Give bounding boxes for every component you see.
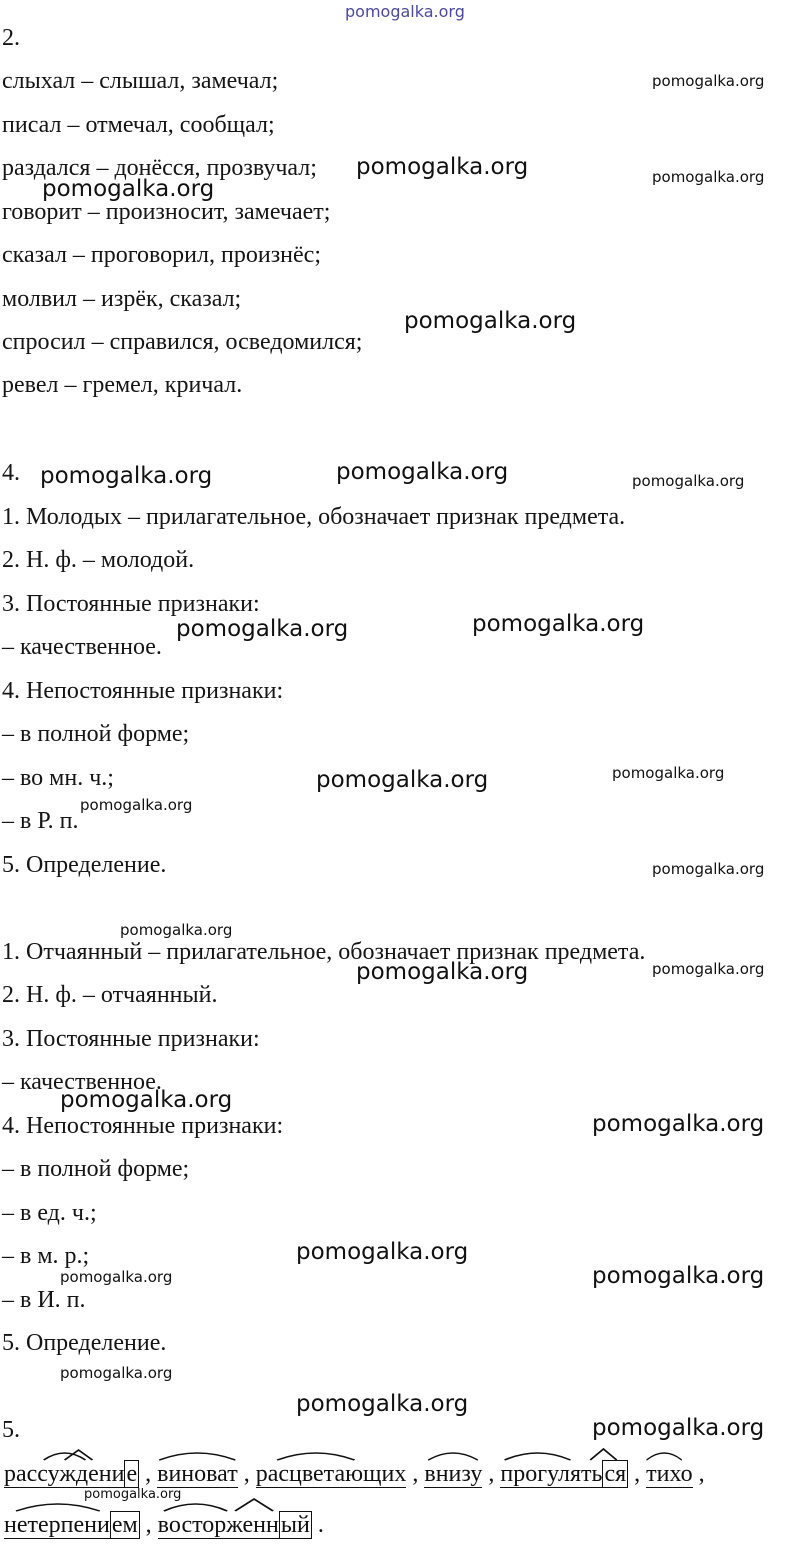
section-4-number: 4. bbox=[2, 460, 20, 486]
section-4-line: 4. Непостоянные признаки: bbox=[2, 678, 284, 704]
morpheme-row-2 bbox=[2, 1511, 328, 1539]
watermark: pomogalka.org bbox=[316, 767, 489, 793]
section-2-line: слыхал – слышал, замечал; bbox=[2, 68, 279, 94]
watermark: pomogalka.org bbox=[60, 1087, 233, 1113]
watermark: pomogalka.org bbox=[296, 1239, 469, 1265]
section-4-line: – в м. р.; bbox=[2, 1243, 90, 1269]
section-4-line: – качественное. bbox=[2, 634, 162, 660]
word-base: прогулять bbox=[500, 1461, 603, 1487]
watermark: pomogalka.org bbox=[42, 176, 215, 202]
watermark: pomogalka.org bbox=[592, 1111, 765, 1137]
morpheme-word bbox=[422, 1460, 484, 1488]
watermark: pomogalka.org bbox=[652, 860, 765, 878]
word-base: виноват bbox=[157, 1461, 238, 1487]
root-arc-icon bbox=[644, 1446, 694, 1460]
word-base: внизу bbox=[424, 1461, 483, 1487]
root-arc-icon bbox=[254, 1446, 409, 1460]
comma: , bbox=[145, 1461, 152, 1487]
section-4-line: 3. Постоянные признаки: bbox=[2, 1026, 260, 1052]
root-arc-icon bbox=[498, 1446, 630, 1460]
watermark: pomogalka.org bbox=[356, 959, 529, 985]
section-2-number: 2. bbox=[2, 25, 20, 51]
root-arc-icon bbox=[2, 1446, 141, 1460]
section-4-line: 2. Н. ф. – отчаянный. bbox=[2, 982, 218, 1008]
period: . bbox=[317, 1512, 324, 1538]
morpheme-word bbox=[254, 1460, 409, 1488]
watermark: pomogalka.org bbox=[80, 796, 193, 814]
section-4-line: – качественное. bbox=[2, 1069, 162, 1095]
comma: , bbox=[145, 1512, 152, 1538]
word-ending: е bbox=[126, 1461, 138, 1487]
section-4-line: – в полной форме; bbox=[2, 1156, 190, 1182]
section-4-line: – во мн. ч.; bbox=[2, 765, 114, 791]
watermark: pomogalka.org bbox=[84, 1487, 182, 1502]
section-4-line: 5. Определение. bbox=[2, 852, 167, 878]
watermark: pomogalka.org bbox=[60, 1268, 173, 1286]
section-4-line: – в И. п. bbox=[2, 1287, 86, 1313]
comma: , bbox=[412, 1461, 419, 1487]
watermark: pomogalka.org bbox=[592, 1415, 765, 1441]
word-base: расцветающих bbox=[255, 1461, 407, 1487]
root-arc-icon bbox=[422, 1446, 484, 1460]
word-base: рассуждени bbox=[4, 1461, 125, 1487]
morpheme-word bbox=[156, 1511, 314, 1539]
morpheme-row-1 bbox=[2, 1460, 709, 1488]
section-2-line: спросил – справился, осведомился; bbox=[2, 329, 363, 355]
morpheme-word bbox=[644, 1460, 694, 1488]
watermark: pomogalka.org bbox=[612, 764, 725, 782]
morpheme-word bbox=[498, 1460, 630, 1488]
morpheme-word bbox=[2, 1511, 142, 1539]
morpheme-word bbox=[2, 1460, 141, 1488]
word-ending: ем bbox=[111, 1512, 138, 1538]
watermark: pomogalka.org bbox=[60, 1364, 173, 1382]
watermark: pomogalka.org bbox=[176, 616, 349, 642]
watermark: pomogalka.org bbox=[296, 1391, 469, 1417]
watermark: pomogalka.org bbox=[472, 611, 645, 637]
section-2-line: раздался – донёсся, прозвучал; bbox=[2, 155, 317, 181]
section-4-line: 2. Н. ф. – молодой. bbox=[2, 547, 195, 573]
section-4-line: 1. Молодых – прилагательное, обозначает признак предмета. bbox=[2, 504, 626, 530]
section-4-line: – в ед. ч.; bbox=[2, 1200, 97, 1226]
section-2-line: сказал – проговорил, произнёс; bbox=[2, 242, 321, 268]
comma: , bbox=[243, 1461, 250, 1487]
root-arc-icon bbox=[155, 1446, 240, 1460]
word-base: восторженн bbox=[157, 1512, 279, 1538]
word-ending: ый bbox=[280, 1512, 310, 1538]
comma: , bbox=[634, 1461, 641, 1487]
word-base: нетерпени bbox=[4, 1512, 110, 1538]
word-base: тихо bbox=[646, 1461, 693, 1487]
section-2-line: говорит – произносит, замечает; bbox=[2, 199, 331, 225]
watermark: pomogalka.org bbox=[404, 308, 577, 334]
comma: , bbox=[488, 1461, 495, 1487]
watermark: pomogalka.org bbox=[356, 154, 529, 180]
section-4-line: – в Р. п. bbox=[2, 808, 79, 834]
morpheme-word bbox=[155, 1460, 240, 1488]
section-2-line: писал – отмечал, сообщал; bbox=[2, 112, 275, 138]
section-4-line: 1. Отчаянный – прилагательное, обозначает признак предмета. bbox=[2, 939, 646, 965]
section-2-line: ревел – гремел, кричал. bbox=[2, 372, 243, 398]
watermark: pomogalka.org bbox=[632, 472, 745, 490]
watermark-top: pomogalka.org bbox=[345, 2, 465, 21]
section-4-line: 4. Непостоянные признаки: bbox=[2, 1113, 284, 1139]
section-4-line: – в полной форме; bbox=[2, 721, 190, 747]
watermark: pomogalka.org bbox=[120, 921, 233, 939]
watermark: pomogalka.org bbox=[592, 1263, 765, 1289]
word-ending: ся bbox=[604, 1461, 627, 1487]
watermark: pomogalka.org bbox=[336, 459, 509, 485]
comma: , bbox=[698, 1461, 705, 1487]
watermark: pomogalka.org bbox=[652, 72, 765, 90]
watermark: pomogalka.org bbox=[652, 960, 765, 978]
section-2-line: молвил – изрёк, сказал; bbox=[2, 286, 242, 312]
watermark: pomogalka.org bbox=[40, 463, 213, 489]
section-4-line: 5. Определение. bbox=[2, 1330, 167, 1356]
section-5-number: 5. bbox=[2, 1417, 20, 1443]
watermark: pomogalka.org bbox=[652, 168, 765, 186]
section-4-line: 3. Постоянные признаки: bbox=[2, 591, 260, 617]
